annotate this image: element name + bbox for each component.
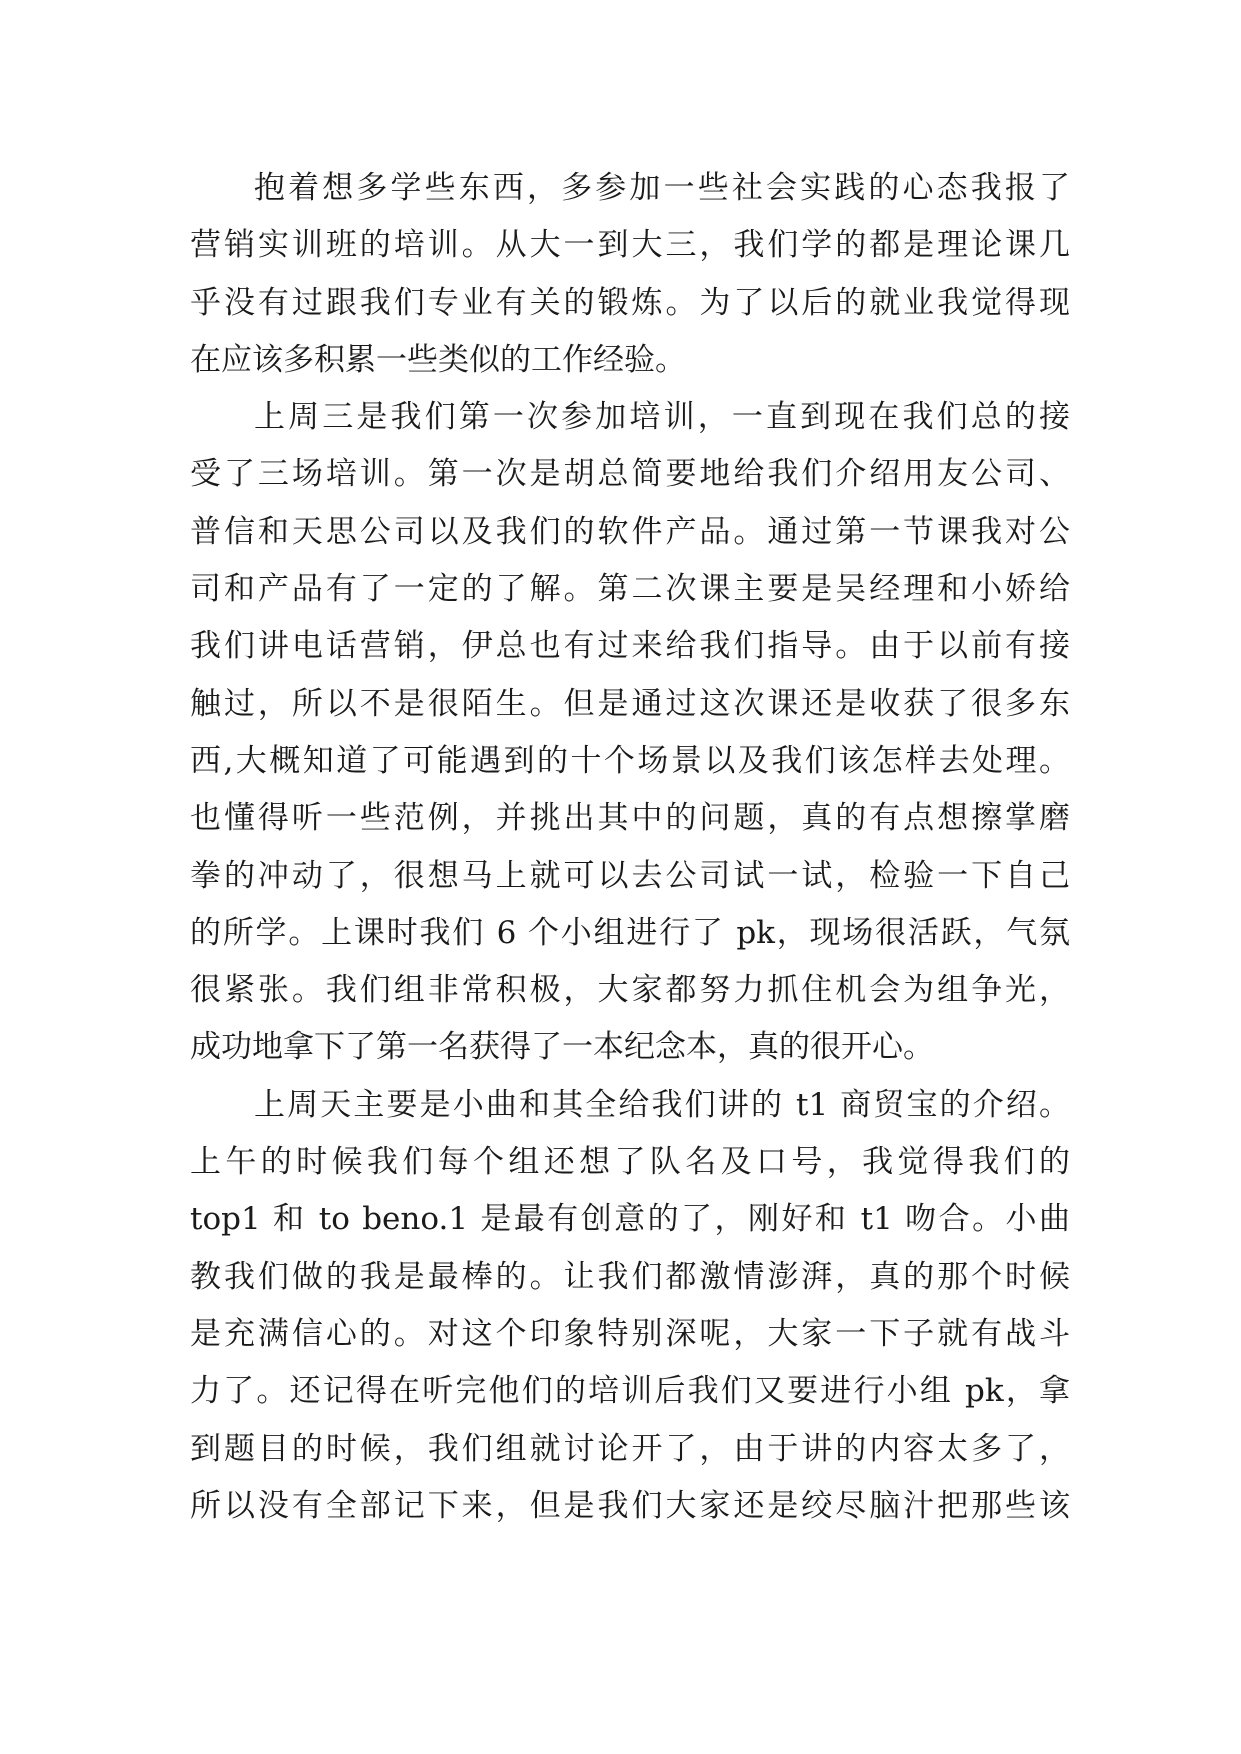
text-line: 也懂得听一些范例，并挑出其中的问题，真的有点想擦掌磨 <box>190 800 1070 837</box>
text-line: 触过，所以不是很陌生。但是通过这次课还是收获了很多东 <box>190 685 1070 722</box>
text-line: 上周三是我们第一次参加培训，一直到现在我们总的接 <box>254 399 1070 436</box>
text-line: 教我们做的我是最棒的。让我们都激情澎湃，真的那个时候 <box>190 1258 1070 1295</box>
text-line: 拳的冲动了，很想马上就可以去公司试一试，检验一下自己 <box>190 857 1070 894</box>
text-line: 普信和天思公司以及我们的软件产品。通过第一节课我对公 <box>190 513 1070 550</box>
text-line: 很紧张。我们组非常积极，大家都努力抓住机会为组争光， <box>190 972 1070 1009</box>
text-line: 上午的时候我们每个组还想了队名及口号，我觉得我们的 <box>190 1144 1070 1181</box>
text-line: 所以没有全部记下来，但是我们大家还是绞尽脑汁把那些该 <box>190 1487 1070 1524</box>
text-line: 在应该多积累一些类似的工作经验。 <box>190 341 686 378</box>
text-line: 力了。还记得在听完他们的培训后我们又要进行小组 pk，拿 <box>190 1373 1070 1410</box>
text-line: 到题目的时候，我们组就讨论开了，由于讲的内容太多了， <box>190 1430 1070 1467</box>
text-line: 上周天主要是小曲和其全给我们讲的 t1 商贸宝的介绍。 <box>254 1086 1070 1123</box>
text-line: 是充满信心的。对这个印象特别深呢，大家一下子就有战斗 <box>190 1315 1070 1352</box>
document-body <box>190 160 1070 1535</box>
text-line: 营销实训班的培训。从大一到大三，我们学的都是理论课几 <box>190 227 1070 264</box>
text-line: 的所学。上课时我们 6 个小组进行了 pk，现场很活跃，气氛 <box>190 914 1070 951</box>
text-line: 司和产品有了一定的了解。第二次课主要是吴经理和小娇给 <box>190 571 1070 608</box>
text-line: 西,大概知道了可能遇到的十个场景以及我们该怎样去处理。 <box>190 742 1070 779</box>
text-line: top1 和 to beno.1 是最有创意的了，刚好和 t1 吻合。小曲 <box>190 1201 1070 1238</box>
text-line: 我们讲电话营销，伊总也有过来给我们指导。由于以前有接 <box>190 628 1070 665</box>
text-line: 受了三场培训。第一次是胡总简要地给我们介绍用友公司、 <box>190 456 1070 493</box>
text-line: 乎没有过跟我们专业有关的锻炼。为了以后的就业我觉得现 <box>190 284 1070 321</box>
paragraph-1 <box>190 160 1070 389</box>
text-line: 抱着想多学些东西，多参加一些社会实践的心态我报了 <box>254 170 1070 206</box>
paragraph-2 <box>190 389 1070 1077</box>
paragraph-3 <box>190 1077 1070 1535</box>
text-line: 成功地拿下了第一名获得了一本纪念本，真的很开心。 <box>190 1029 934 1066</box>
